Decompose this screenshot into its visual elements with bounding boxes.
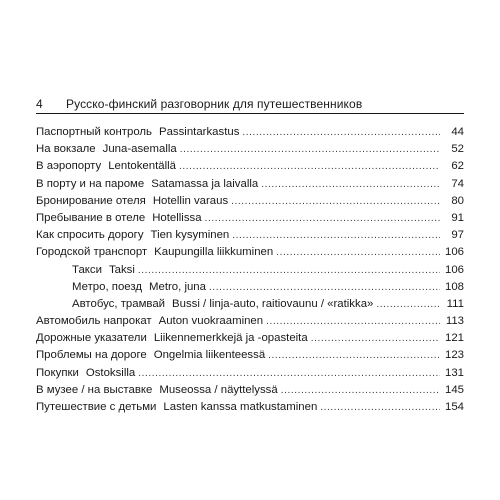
toc-entry-page: 52 (451, 143, 464, 156)
toc-entry (36, 296, 464, 313)
toc-dot-leader (209, 279, 440, 296)
toc-entry-page: 123 (444, 349, 464, 362)
toc-entry (36, 313, 464, 330)
toc-entry (36, 365, 464, 382)
toc-entry-russian: Путешествие с детьми (36, 401, 157, 413)
table-of-contents (36, 124, 464, 416)
toc-entry (36, 210, 464, 227)
toc-entry (36, 279, 464, 296)
toc-entry-russian: Дорожные указатели (36, 332, 147, 345)
toc-dot-leader (376, 296, 440, 313)
toc-entry-russian: Паспортный контроль (36, 126, 152, 138)
toc-dot-leader (179, 158, 440, 175)
toc-entry-russian: На вокзале (36, 143, 96, 156)
toc-entry-russian: В порту и на пароме (36, 177, 145, 190)
toc-entry-page: 121 (444, 332, 464, 345)
toc-entry-finnish: Satamassa ja laivalla (151, 177, 259, 190)
toc-entry-finnish: Museossa / näyttelyssä (159, 383, 278, 396)
toc-entry-finnish: Tien kysyminen (150, 229, 230, 242)
toc-dot-leader (180, 141, 440, 158)
toc-entry-page: 62 (451, 160, 464, 173)
toc-entry-page: 111 (446, 297, 464, 310)
toc-dot-leader (231, 193, 440, 210)
toc-entry (36, 262, 464, 279)
toc-dot-leader (232, 227, 440, 244)
toc-entry-finnish: Bussi / linja-auto, raitiovaunu / «ratikka» (172, 297, 374, 310)
toc-entry (36, 382, 464, 399)
page-number: 4 (36, 97, 43, 111)
toc-dot-leader (320, 399, 440, 416)
toc-dot-leader (242, 124, 440, 141)
toc-entry-russian: Пребывание в отеле (36, 211, 146, 224)
toc-entry-russian: Автобус, трамвай (72, 297, 166, 310)
toc-entry-russian: Проблемы на дороге (36, 349, 147, 362)
toc-entry (36, 176, 464, 193)
toc-entry-finnish: Taksi (108, 263, 135, 276)
toc-entry (36, 330, 464, 347)
toc-dot-leader (311, 330, 440, 347)
toc-dot-leader (261, 176, 440, 193)
toc-entry-russian: Автомобиль напрокат (36, 315, 152, 328)
toc-entry-page: 91 (451, 211, 464, 224)
toc-entry-finnish: Ostoksilla (85, 366, 136, 379)
toc-entry-finnish: Auton vuokraaminen (158, 315, 264, 328)
toc-entry-page: 97 (451, 229, 464, 242)
toc-entry-russian: Бронирование отеля (36, 194, 146, 207)
toc-entry-page: 44 (451, 126, 464, 138)
toc-entry (36, 244, 464, 261)
toc-entry-finnish: Hotellin varaus (152, 194, 229, 207)
toc-entry (36, 347, 464, 364)
toc-entry-russian: Метро, поезд (72, 280, 142, 293)
toc-entry-russian: Покупки (36, 366, 79, 379)
toc-entry-russian: В аэропорту (36, 160, 102, 173)
toc-entry-page: 154 (444, 401, 464, 413)
toc-entry-russian: Как спросить дорогу (36, 229, 144, 242)
toc-entry-page: 74 (451, 177, 464, 190)
toc-dot-leader (281, 382, 440, 399)
toc-entry-finnish: Hotellissa (152, 211, 202, 224)
toc-entry (36, 193, 464, 210)
toc-entry-russian: Городской транспорт (36, 246, 148, 259)
running-header (36, 97, 464, 111)
running-title: Русско-финский разговорник для путешественников (66, 97, 363, 111)
toc-entry-finnish: Kaupungilla liikkuminen (154, 246, 274, 259)
toc-entry-page: 80 (451, 194, 464, 207)
toc-entry-finnish: Lasten kanssa matkustaminen (163, 401, 318, 413)
toc-entry (36, 399, 464, 416)
toc-entry-page: 145 (444, 383, 464, 396)
toc-entry-finnish: Lentokentällä (108, 160, 176, 173)
toc-entry-finnish: Juna-asemalla (102, 143, 177, 156)
toc-entry-finnish: Ongelmia liikenteessä (153, 349, 266, 362)
toc-entry (36, 158, 464, 175)
toc-dot-leader (276, 244, 440, 261)
toc-entry-finnish: Passintarkastus (158, 126, 240, 138)
toc-entry-page: 108 (444, 280, 464, 293)
header-rule (36, 113, 464, 114)
toc-dot-leader (138, 262, 440, 279)
toc-dot-leader (268, 347, 440, 364)
toc-entry-page: 131 (444, 366, 464, 379)
toc-entry-russian: Такси (72, 263, 102, 276)
toc-entry-finnish: Liikennemerkkejä ja -opasteita (153, 332, 308, 345)
toc-entry (36, 227, 464, 244)
toc-dot-leader (138, 365, 440, 382)
toc-entry (36, 141, 464, 158)
toc-entry-finnish: Metro, juna (149, 280, 206, 293)
toc-entry (36, 124, 464, 141)
toc-entry-page: 106 (444, 246, 464, 259)
toc-dot-leader (205, 210, 440, 227)
toc-entry-russian: В музее / на выставке (36, 383, 153, 396)
toc-entry-page: 106 (444, 263, 464, 276)
toc-entry-page: 113 (445, 315, 464, 328)
toc-dot-leader (266, 313, 440, 330)
